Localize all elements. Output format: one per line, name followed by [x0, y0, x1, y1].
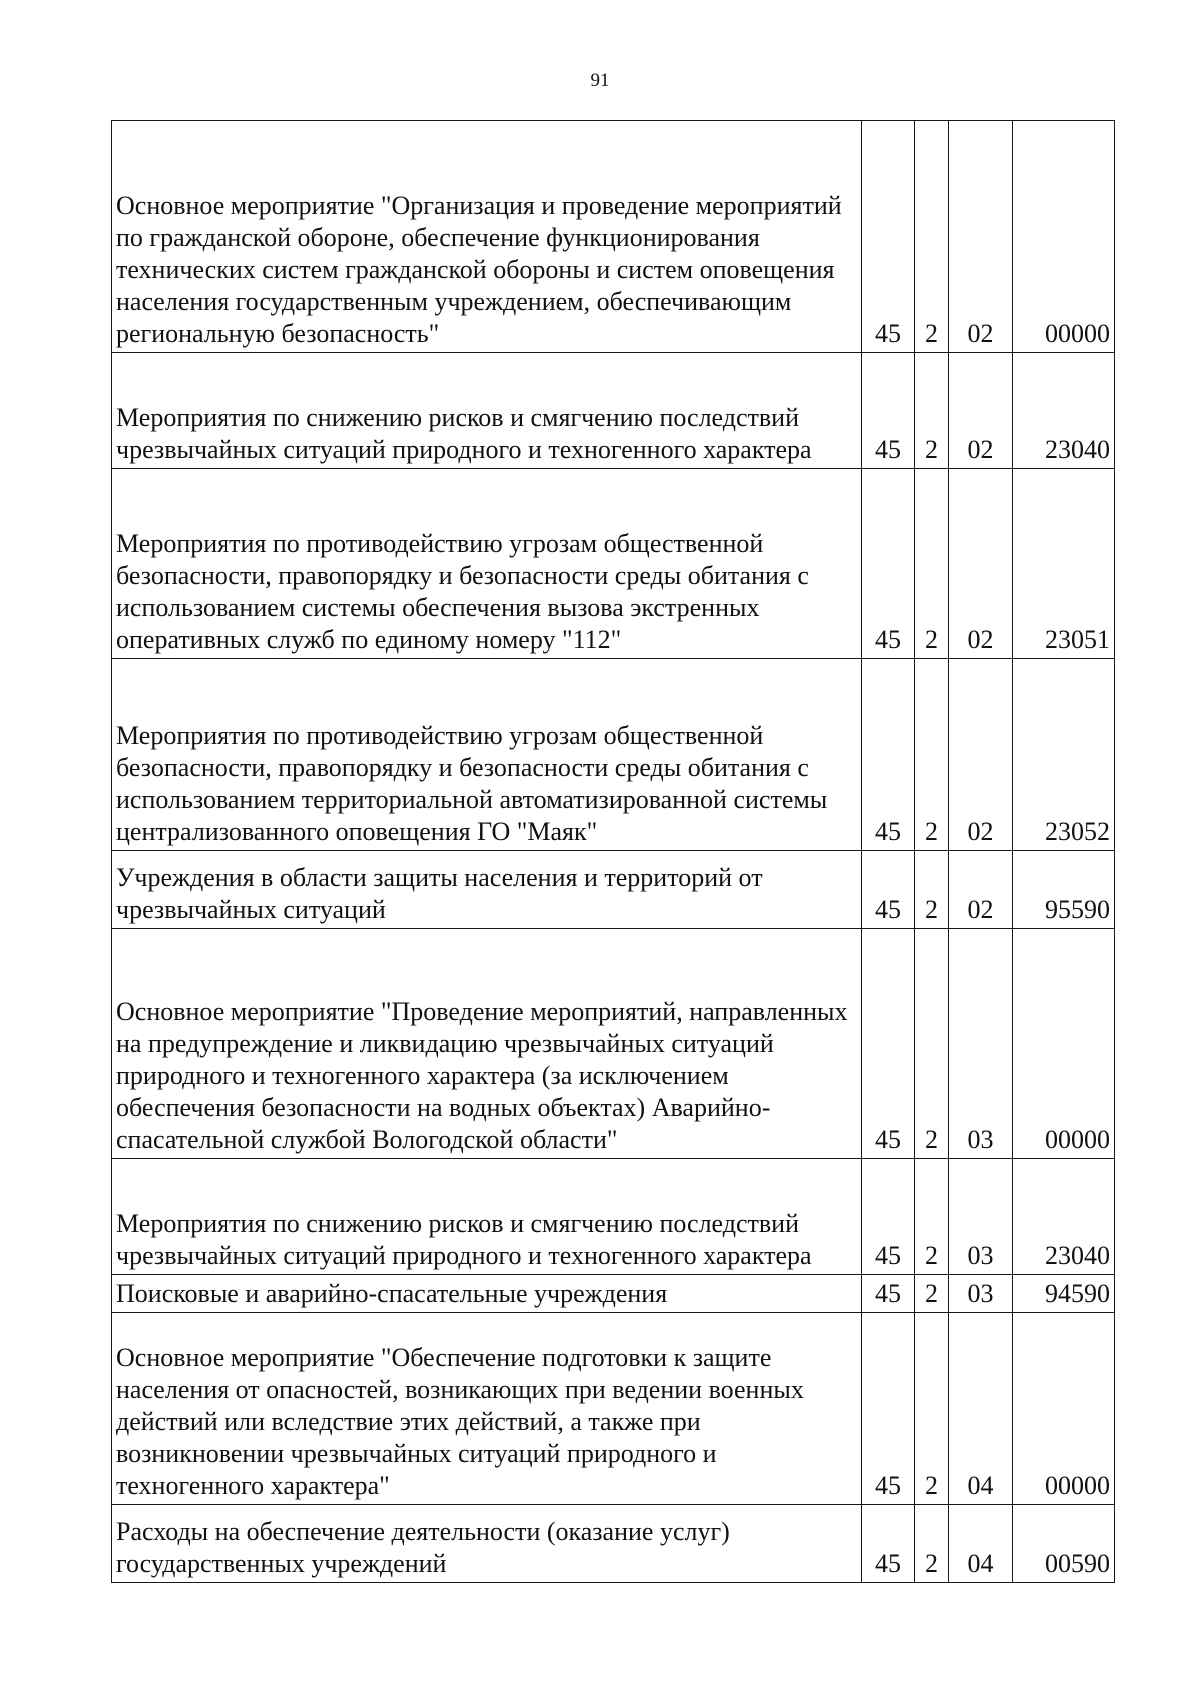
table-row: [112, 659, 1115, 851]
code-subprogram: 2: [915, 1313, 949, 1505]
row-name: Мероприятия по противодействию угрозам общественной безопасности, правопорядку и безопасности среды обитания с использованием системы обеспечения вызова экстренных оперативных служб по единому номеру "112": [112, 469, 862, 659]
row-name: Мероприятия по снижению рисков и смягчению последствий чрезвычайных ситуаций природного и техногенного характера: [112, 353, 862, 469]
table-row: [112, 1159, 1115, 1275]
row-name: Мероприятия по снижению рисков и смягчению последствий чрезвычайных ситуаций природного и техногенного характера: [112, 1159, 862, 1275]
code-program: 45: [862, 1275, 915, 1313]
code-subprogram: 2: [915, 121, 949, 353]
code-subprogram: 2: [915, 659, 949, 851]
code-main-event: 04: [949, 1313, 1013, 1505]
table-row: [112, 121, 1115, 353]
row-name: Расходы на обеспечение деятельности (оказание услуг) государственных учреждений: [112, 1505, 862, 1583]
table-row: [112, 929, 1115, 1159]
code-subprogram: 2: [915, 1275, 949, 1313]
code-direction: 23051: [1013, 469, 1115, 659]
table-row: [112, 1275, 1115, 1313]
code-main-event: 04: [949, 1505, 1013, 1583]
row-name: Основное мероприятие "Проведение мероприятий, направленных на предупреждение и ликвидацию чрезвычайных ситуаций природного и техногенного характера (за исключением обеспечения безопасности на водных объектах) Аварийно-спасательной службой Вологодской области": [112, 929, 862, 1159]
code-subprogram: 2: [915, 1159, 949, 1275]
code-direction: 23040: [1013, 353, 1115, 469]
code-main-event: 03: [949, 1275, 1013, 1313]
code-subprogram: 2: [915, 469, 949, 659]
code-program: 45: [862, 929, 915, 1159]
code-main-event: 02: [949, 121, 1013, 353]
code-main-event: 02: [949, 469, 1013, 659]
code-direction: 00000: [1013, 121, 1115, 353]
row-name: Учреждения в области защиты населения и территорий от чрезвычайных ситуаций: [112, 851, 862, 929]
code-program: 45: [862, 469, 915, 659]
code-main-event: 03: [949, 1159, 1013, 1275]
code-direction: 23052: [1013, 659, 1115, 851]
code-subprogram: 2: [915, 851, 949, 929]
code-main-event: 02: [949, 659, 1013, 851]
code-subprogram: 2: [915, 1505, 949, 1583]
code-subprogram: 2: [915, 929, 949, 1159]
code-direction: 00590: [1013, 1505, 1115, 1583]
table-row: [112, 851, 1115, 929]
code-program: 45: [862, 353, 915, 469]
code-program: 45: [862, 851, 915, 929]
table-row: [112, 1505, 1115, 1583]
row-name: Мероприятия по противодействию угрозам общественной безопасности, правопорядку и безопасности среды обитания с использованием территориальной автоматизированной системы централизованного оповещения ГО "Маяк": [112, 659, 862, 851]
table-row: [112, 469, 1115, 659]
code-main-event: 03: [949, 929, 1013, 1159]
code-program: 45: [862, 121, 915, 353]
row-name: Поисковые и аварийно-спасательные учреждения: [112, 1275, 862, 1313]
code-main-event: 02: [949, 851, 1013, 929]
code-main-event: 02: [949, 353, 1013, 469]
code-program: 45: [862, 1159, 915, 1275]
code-program: 45: [862, 1313, 915, 1505]
code-subprogram: 2: [915, 353, 949, 469]
table-row: [112, 1313, 1115, 1505]
table-row: [112, 353, 1115, 469]
code-direction: 95590: [1013, 851, 1115, 929]
code-program: 45: [862, 1505, 915, 1583]
code-direction: 94590: [1013, 1275, 1115, 1313]
page-number: 91: [590, 70, 610, 91]
code-direction: 00000: [1013, 1313, 1115, 1505]
row-name: Основное мероприятие "Организация и проведение мероприятий по гражданской обороне, обеспечение функционирования технических систем гражданской обороны и систем оповещения населения государственным учреждением, обеспечивающим региональную безопасность": [112, 121, 862, 353]
code-program: 45: [862, 659, 915, 851]
code-direction: 23040: [1013, 1159, 1115, 1275]
code-direction: 00000: [1013, 929, 1115, 1159]
row-name: Основное мероприятие "Обеспечение подготовки к защите населения от опасностей, возникающих при ведении военных действий или вследствие этих действий, а также при возникновении чрезвычайных ситуаций природного и техногенного характера": [112, 1313, 862, 1505]
budget-classification-table: [111, 120, 1115, 1583]
